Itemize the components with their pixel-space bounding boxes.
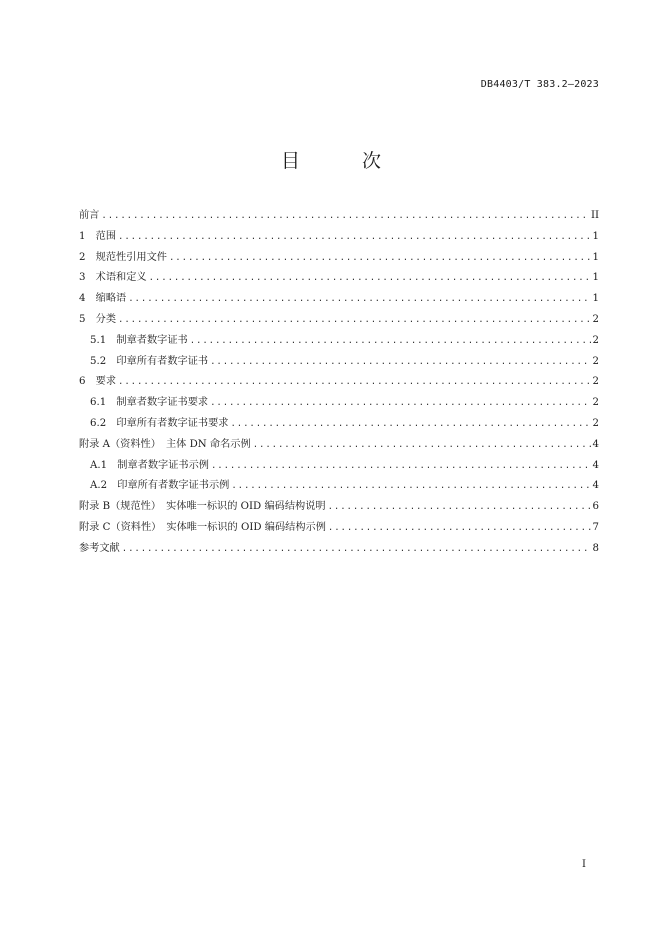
toc-entry-label: 前言 — [79, 210, 100, 221]
toc-entry-label: 附录 A（资料性） 主体 DN 命名示例 — [79, 438, 251, 450]
toc-entry[interactable] — [79, 310, 599, 331]
toc-entry[interactable] — [79, 352, 599, 373]
toc-entry[interactable] — [79, 372, 599, 393]
toc-dot-leader — [231, 476, 590, 497]
toc-entry-page: 8 — [592, 542, 599, 554]
toc-entry-label: 附录 C（资料性） 实体唯一标识的 OID 编码结构示例 — [79, 521, 326, 533]
toc-dot-leader — [122, 539, 591, 560]
toc-dot-leader — [118, 227, 590, 248]
toc-entry[interactable] — [79, 497, 599, 518]
toc-entry[interactable] — [79, 414, 599, 435]
toc-entry[interactable] — [79, 289, 599, 310]
toc-entry-label: 5.1 制章者数字证书 — [90, 334, 188, 346]
toc-dot-leader — [253, 435, 591, 456]
toc-entry-page: 4 — [592, 438, 599, 450]
toc-entry[interactable] — [79, 227, 599, 248]
toc-entry-label: A.2 印章所有者数字证书示例 — [90, 480, 230, 492]
toc-entry-label: A.1 制章者数字证书示例 — [90, 459, 209, 471]
toc-entry-page: 4 — [592, 459, 599, 471]
toc-entry[interactable] — [79, 476, 599, 497]
toc-dot-leader — [328, 518, 591, 539]
toc-entry-page: 6 — [592, 501, 599, 513]
toc-dot-leader — [328, 497, 591, 518]
table-of-contents — [79, 206, 599, 560]
toc-entry-label: 6 要求 — [79, 376, 117, 388]
toc-entry-page: 1 — [592, 230, 599, 242]
toc-entry[interactable] — [79, 248, 599, 269]
toc-entry-label: 5 分类 — [79, 313, 117, 325]
toc-entry-label: 3 术语和定义 — [79, 272, 147, 284]
toc-entry-page: II — [590, 210, 599, 221]
toc-entry-page: 1 — [592, 293, 599, 305]
document-code: DB4403/T 383.2—2023 — [480, 79, 599, 90]
toc-entry-label: 1 范围 — [79, 230, 117, 242]
toc-dot-leader — [211, 456, 591, 477]
toc-entry[interactable] — [79, 435, 599, 456]
toc-dot-leader — [230, 414, 590, 435]
toc-entry-page: 2 — [592, 376, 599, 388]
toc-entry-page: 2 — [592, 355, 599, 367]
toc-entry[interactable] — [79, 206, 599, 227]
toc-entry-page: 2 — [592, 334, 599, 346]
toc-dot-leader — [210, 352, 590, 373]
toc-entry-label: 2 规范性引用文件 — [79, 251, 167, 263]
toc-dot-leader — [118, 310, 590, 331]
toc-entry[interactable] — [79, 518, 599, 539]
toc-entry-page: 1 — [592, 272, 599, 284]
toc-dot-leader — [118, 372, 590, 393]
toc-entry[interactable] — [79, 456, 599, 477]
toc-dot-leader — [149, 268, 591, 289]
toc-entry-page: 1 — [592, 251, 599, 263]
toc-entry-label: 5.2 印章所有者数字证书 — [90, 355, 209, 367]
page-title: 目 次 — [280, 150, 410, 172]
toc-dot-leader — [128, 289, 590, 310]
toc-entry-page: 2 — [592, 417, 599, 429]
toc-entry-page: 2 — [592, 313, 599, 325]
toc-entry[interactable] — [79, 393, 599, 414]
toc-entry-label: 6.2 印章所有者数字证书要求 — [90, 417, 229, 429]
toc-entry[interactable] — [79, 268, 599, 289]
toc-entry[interactable] — [79, 539, 599, 560]
page-number: I — [582, 859, 586, 870]
toc-dot-leader — [101, 206, 589, 227]
toc-entry-label: 附录 B（规范性） 实体唯一标识的 OID 编码结构说明 — [79, 501, 326, 513]
toc-entry-page: 4 — [592, 480, 599, 492]
toc-dot-leader — [210, 393, 590, 414]
toc-entry-label: 4 缩略语 — [79, 293, 127, 305]
toc-entry-label: 参考文献 — [79, 542, 120, 554]
toc-entry-page: 7 — [592, 521, 599, 533]
toc-dot-leader — [190, 331, 591, 352]
toc-entry-label: 6.1 制章者数字证书要求 — [90, 397, 209, 409]
toc-entry-page: 2 — [592, 397, 599, 409]
toc-dot-leader — [169, 248, 591, 269]
toc-entry[interactable] — [79, 331, 599, 352]
